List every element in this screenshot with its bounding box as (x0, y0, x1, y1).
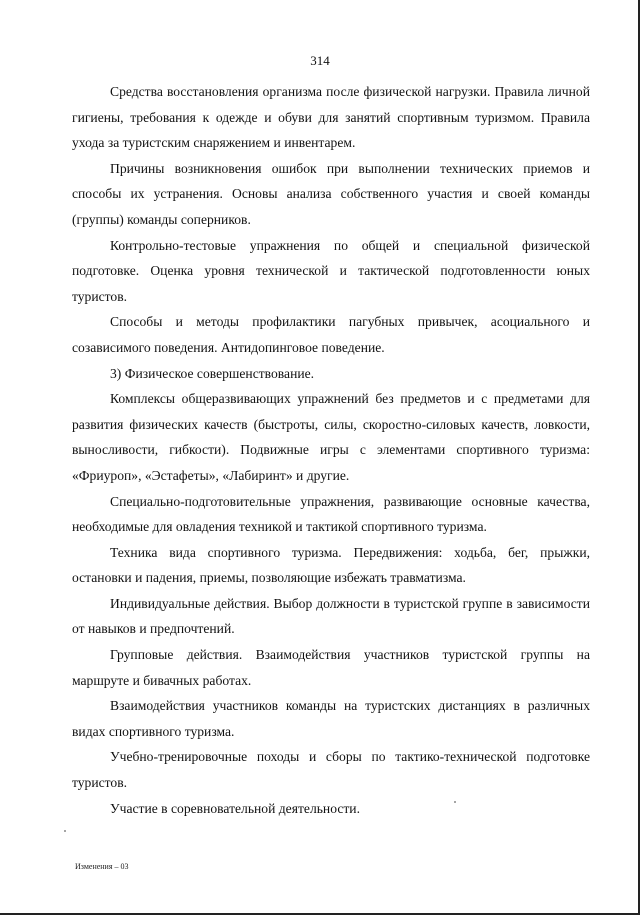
page-number: 314 (310, 53, 330, 68)
paragraph: Причины возникновения ошибок при выполнении технических приемов и способы их устранения. Основы анализа собственного участия и своей команды (группы) команды соперников. (72, 160, 590, 227)
scan-speck (454, 801, 456, 803)
section-heading: 3) Физическое совершенствование. (110, 365, 315, 381)
paragraph: Групповые действия. Взаимодействия участников туристской группы на маршруте и бивачных работах. (72, 647, 590, 688)
paragraph: Комплексы общеразвивающих упражнений без предметов и с предметами для развития физических качеств (быстроты, силы, скоростно-силовых качеств, ловкости, выносливости, гибкости). Подвижные игры с элементами спортивного туризма: «Фриуроп», «Эстафеты», «Лабиринт» и другие. (72, 391, 590, 483)
paragraph: Контрольно-тестовые упражнения по общей и специальной физической подготовке. Оценка уровня технической и тактической подготовленности юных туристов. (72, 237, 590, 304)
paragraph: Взаимодействия участников команды на туристских дистанциях в различных видах спортивного туризма. (72, 698, 590, 739)
footer-revision: Изменения – 03 (75, 862, 129, 871)
paragraph: Индивидуальные действия. Выбор должности в туристской группе в зависимости от навыков и предпочтений. (72, 595, 590, 637)
paragraph: Способы и методы профилактики пагубных привычек, асоциального и созависимого поведения. Антидопинговое поведение. (72, 314, 590, 355)
paragraph: Учебно-тренировочные походы и сборы по тактико-технической подготовке туристов. (72, 749, 590, 791)
paragraph: Техника вида спортивного туризма. Передвижения: ходьба, бег, прыжки, остановки и падения, приемы, позволяющие избежать травматизма. (72, 544, 590, 586)
body-text (72, 79, 590, 821)
scan-speck (64, 830, 66, 832)
paragraph: Специально-подготовительные упражнения, развивающие основные качества, необходимые для овладения техникой и тактикой спортивного туризма. (72, 493, 590, 535)
paragraph: Средства восстановления организма после физической нагрузки. Правила личной гигиены, требования к одежде и обуви для занятий спортивным туризмом. Правила ухода за туристским снаряжением и инвентарем. (72, 84, 590, 151)
paragraph: Участие в соревновательной деятельности. (110, 800, 360, 816)
